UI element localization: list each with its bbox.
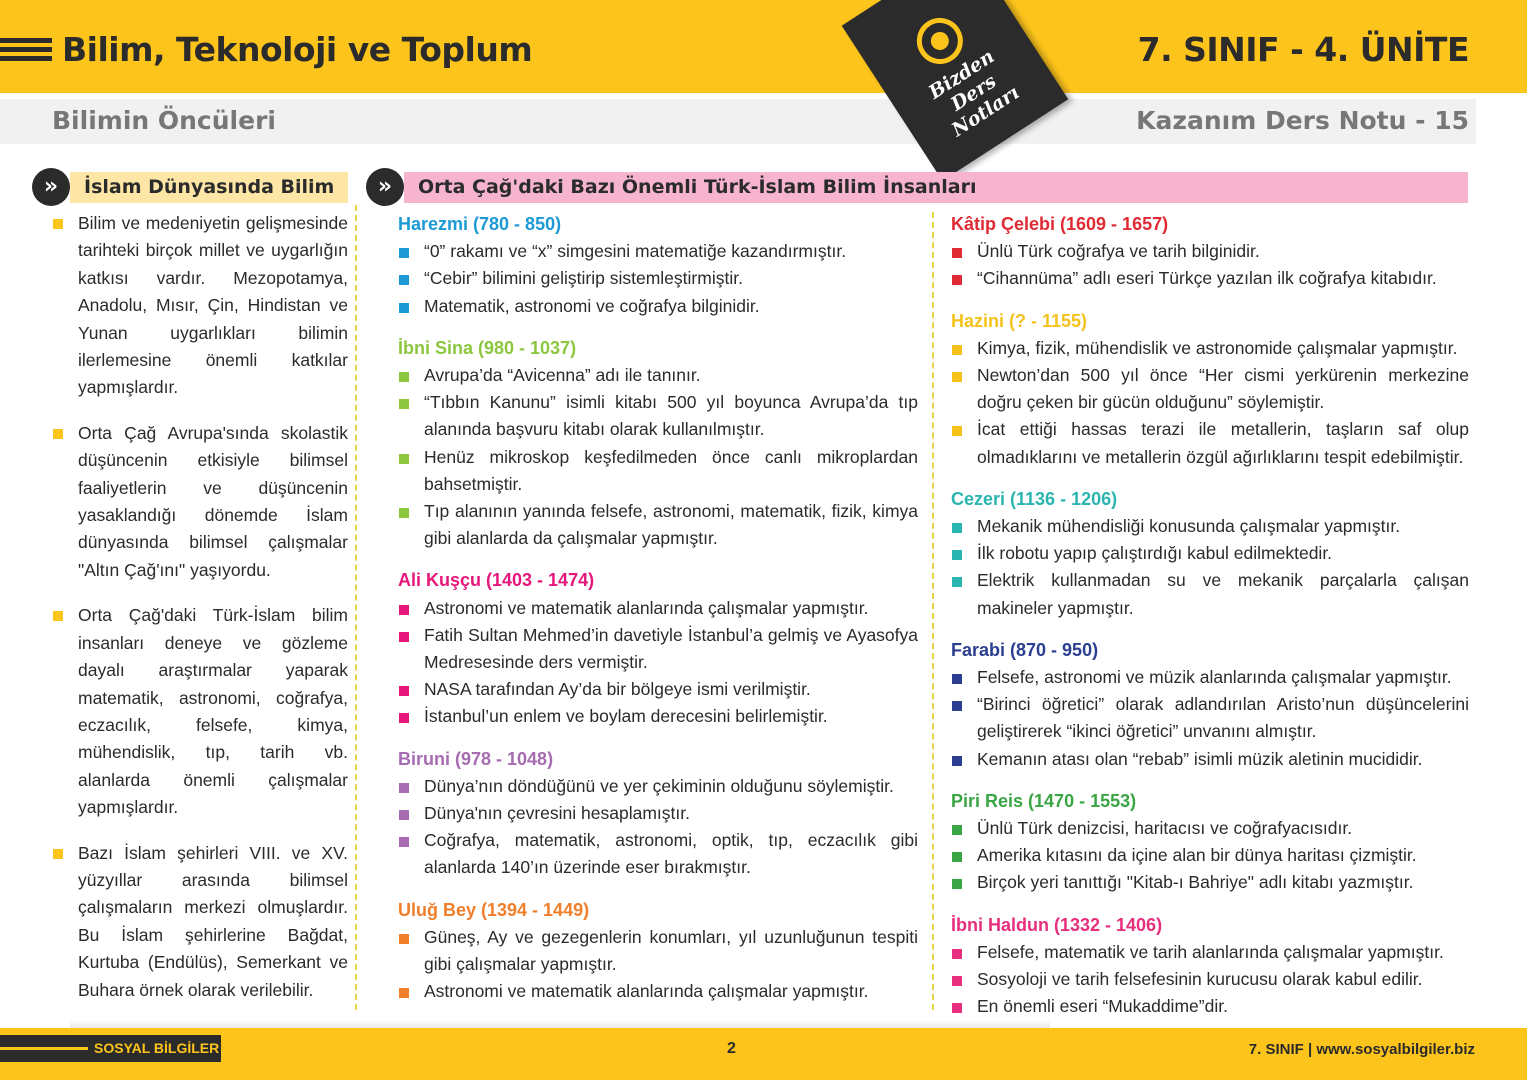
bullet-icon (399, 303, 409, 313)
bullet-icon (399, 783, 409, 793)
list-item (398, 293, 918, 320)
bullet-icon (399, 686, 409, 696)
item-text: Coğrafya, matematik, astronomi, optik, tıp, eczacılık gibi alanlarda 140’ın üzerinde eser bırakmıştır. (424, 830, 918, 878)
list-item (951, 238, 1469, 265)
scientist-name: Kâtip Çelebi (1609 - 1657) (951, 214, 1169, 234)
bullet-icon (952, 674, 962, 684)
item-text: “Birinci öğretici” olarak adlandırılan Aristo’nun düşüncelerini geliştirerek “ikinci öğretici” unvanını almıştır. (977, 694, 1469, 742)
lesson-label: Kazanım Ders Notu - 15 (1136, 106, 1469, 135)
item-text: Orta Çağ Avrupa'sında skolastik düşüncenin etkisiyle bilimsel faaliyetlerin ve düşüncenin yasaklandığı dönemde İslam dünyasında bilimsel çalışmalar "Altın Çağ'ını" yaşıyordu. (78, 422, 348, 580)
bullet-icon (952, 345, 962, 355)
bullet-icon (952, 701, 962, 711)
list-item (951, 691, 1469, 745)
list-item (398, 389, 918, 443)
bullet-icon (399, 934, 409, 944)
scientist-name: Piri Reis (1470 - 1553) (951, 790, 1137, 811)
list-item (398, 362, 918, 389)
scientist-section (951, 637, 1469, 773)
bullet-icon (399, 399, 409, 409)
bullet-icon (952, 852, 962, 862)
list-item (398, 444, 918, 498)
list-item (398, 924, 918, 978)
divider (355, 205, 357, 1010)
list-item (398, 703, 918, 730)
item-text: İcat ettiği hassas terazi ile metallerin, taşların saf olup olmadıklarını ve metallerin özgül ağırlıklarını tespit edebilmiştir. (977, 419, 1469, 467)
item-text: NASA tarafından Ay’da bir bölgeye ismi verilmiştir. (424, 679, 811, 700)
bullet-icon (952, 275, 962, 285)
bullet-icon (952, 248, 962, 258)
scientist-section (951, 788, 1469, 897)
bullet-icon (53, 219, 63, 229)
bullet-icon (399, 275, 409, 285)
bullet-icon (399, 605, 409, 615)
scientist-section (951, 912, 1469, 1021)
scientist-section (398, 567, 918, 730)
scientist-name: Ali Kuşçu (1403 - 1474) (398, 570, 595, 591)
scientist-name: Biruni (978 - 1048) (398, 748, 554, 769)
scientist-name: Hazini (? - 1155) (951, 310, 1088, 331)
scientist-name: İbni Haldun (1332 - 1406) (951, 914, 1163, 935)
item-text: Kemanın atası olan “rebab” isimli müzik aletinin mucididir. (977, 748, 1423, 769)
bullet-icon (399, 372, 409, 382)
item-text: Dünya’nın döndüğünü ve yer çekiminin olduğunu söylemiştir. (424, 775, 894, 796)
list-item (951, 416, 1469, 470)
item-text: Felsefe, astronomi ve müzik alanlarında çalışmalar yapmıştır. (977, 667, 1452, 688)
item-text: Henüz mikroskop keşfedilmeden önce canlı mikroplardan bahsetmiştir. (424, 446, 918, 494)
scientist-section (398, 746, 918, 882)
page-number: 2 (727, 1040, 736, 1057)
scientist-name: İbni Sina (980 - 1037) (398, 337, 577, 358)
bullet-icon (952, 372, 962, 382)
list-item (951, 335, 1469, 362)
footer-label: SOSYAL BİLGİLER (0, 1035, 221, 1062)
item-text: Dünya'nın çevresini hesaplamıştır. (424, 803, 690, 824)
item-text: “0” rakamı ve “x” simgesini matematiğe kazandırmıştır. (424, 241, 847, 262)
bullet-icon (952, 426, 962, 436)
bullet-icon (399, 810, 409, 820)
logo: Bizden Ders Notları (881, 0, 1039, 152)
scientists-column-1 (398, 211, 918, 1020)
scientist-section (951, 308, 1469, 471)
list-item (951, 966, 1469, 993)
main-heading: Orta Çağ'daki Bazı Önemli Türk-İslam Bilim İnsanları (404, 172, 1468, 203)
list-item (951, 746, 1469, 773)
item-text: Güneş, Ay ve gezegenlerin konumları, yıl uzunluğunun tespiti gibi çalışmalar yapmıştır. (424, 926, 918, 975)
scientists-column-2 (951, 211, 1469, 1035)
bullet-icon (399, 988, 409, 998)
bullet-icon (399, 454, 409, 464)
scientist-name: Cezeri (1136 - 1206) (951, 488, 1118, 509)
list-item (50, 840, 348, 1004)
bullet-icon (952, 976, 962, 986)
item-text: İstanbul’un enlem ve boylam derecesini belirlemiştir. (424, 706, 828, 727)
bullet-icon (53, 849, 63, 859)
item-text: Astronomi ve matematik alanlarında çalışmalar yapmıştır. (424, 597, 869, 618)
list-item (951, 869, 1469, 896)
bullet-icon (952, 879, 962, 889)
list-item (951, 362, 1469, 416)
list-item (398, 498, 918, 552)
list-item (398, 265, 918, 292)
item-text: Ünlü Türk coğrafya ve tarih bilginidir. (977, 241, 1260, 262)
bullet-icon (952, 949, 962, 959)
bullet-icon (952, 523, 962, 533)
item-text: Bilim ve medeniyetin gelişmesinde tarihteki birçok millet ve uygarlığın katkısı vardır. Mezopotamya, Anadolu, Mısır, Çin, Hindistan ve Yunan uygarlıkları bilimin ilerlemesine önemli katkılar yapmışlardır. (78, 213, 348, 398)
bullet-icon (952, 756, 962, 766)
bullet-icon (399, 713, 409, 723)
list-item (50, 420, 348, 584)
list-item (951, 939, 1469, 966)
list-item (398, 676, 918, 703)
list-item (951, 567, 1469, 621)
list-item (398, 622, 918, 676)
scientist-name: Farabi (870 - 950) (951, 639, 1099, 660)
scientist-section (398, 211, 918, 320)
item-text: Sosyoloji ve tarih felsefesinin kurucusu olarak kabul edilir. (977, 969, 1423, 990)
bullet-icon (952, 825, 962, 835)
scientist-section (951, 211, 1469, 293)
item-text: Bazı İslam şehirleri VIII. ve XV. yüzyıllar arasında bilimsel çalışmaların merkezi olmuşlardır. Bu İslam şehirlerine Bağdat, Kurtuba (Endülüs), Semerkant ve Buhara örnek olarak verilebilir. (78, 842, 348, 1000)
subtitle: Bilimin Öncüleri (52, 106, 276, 135)
bullet-icon (952, 577, 962, 587)
list-item (50, 602, 348, 821)
list-item (951, 815, 1469, 842)
list-item (398, 800, 918, 827)
list-item (951, 540, 1469, 567)
item-text: Elektrik kullanmadan su ve mekanik parçalarla çalışan makineler yapmıştır. (977, 570, 1469, 618)
bullet-icon (399, 837, 409, 847)
chevron-right-icon: » (366, 168, 404, 206)
list-item (398, 827, 918, 881)
list-item (398, 978, 918, 1005)
list-item (951, 513, 1469, 540)
list-item (398, 773, 918, 800)
list-item (398, 595, 918, 622)
list-item (951, 265, 1469, 292)
item-text: İlk robotu yapıp çalıştırdığı kabul edilmektedir. (977, 543, 1333, 564)
page-title: Bilim, Teknoloji ve Toplum (62, 30, 533, 69)
bullet-icon (399, 632, 409, 642)
item-text: “Cebir” bilimini geliştirip sistemleştirmiştir. (424, 268, 743, 289)
chevron-right-icon: » (32, 168, 70, 206)
list-item (951, 993, 1469, 1020)
list-item (50, 210, 348, 402)
scientist-name: Harezmi (780 - 850) (398, 214, 562, 234)
item-text: Birçok yeri tanıttığı "Kitab-ı Bahriye" adlı kitabı yazmıştır. (977, 872, 1414, 893)
scientist-section (398, 335, 918, 553)
bullet-icon (399, 508, 409, 518)
scientist-name: Uluğ Bey (1394 - 1449) (398, 899, 590, 920)
footer-website: 7. SINIF | www.sosyalbilgiler.biz (1248, 1041, 1475, 1058)
left-heading: İslam Dünyasında Bilim (70, 172, 348, 203)
item-text: Ünlü Türk denizcisi, haritacısı ve coğrafyacısıdır. (977, 818, 1353, 839)
bullet-icon (399, 248, 409, 258)
item-text: Felsefe, matematik ve tarih alanlarında çalışmalar yapmıştır. (977, 941, 1444, 962)
item-text: “Cihannüma” adlı eseri Türkçe yazılan ilk coğrafya kitabıdır. (977, 268, 1437, 289)
left-column (50, 210, 348, 1022)
item-text: Orta Çağ'daki Türk-İslam bilim insanları deneye ve gözleme dayalı araştırmalar yaparak matematik, astronomi, coğrafya, eczacılık, felsefe, kimya, mühendislik, tıp, tarih vb. alanlarda önemli çalışmalar yapmışlardır. (78, 605, 348, 818)
item-text: Kimya, fizik, mühendislik ve astronomide çalışmalar yapmıştır. (977, 337, 1458, 358)
item-text: Astronomi ve matematik alanlarında çalışmalar yapmıştır. (424, 981, 869, 1002)
item-text: Newton’dan 500 yıl önce “Her cismi yerkürenin merkezine doğru çeken bir gücün olduğunu” söylemiştir. (977, 365, 1469, 413)
item-text: “Tıbbın Kanunu” isimli kitabı 500 yıl boyunca Avrupa’da tıp alanında başvuru kitabı olarak kullanılmıştır. (424, 392, 918, 440)
item-text: Avrupa’da “Avicenna” adı ile tanınır. (424, 365, 701, 386)
item-text: Fatih Sultan Mehmed’in davetiyle İstanbul’a gelmiş ve Ayasofya Medresesinde ders vermiştir. (424, 624, 918, 673)
item-text: Amerika kıtasını da içine alan bir dünya haritası çizmiştir. (977, 845, 1417, 866)
item-text: Matematik, astronomi ve coğrafya bilginidir. (424, 295, 760, 316)
scientist-section (398, 897, 918, 1006)
header-stripes (0, 38, 52, 65)
list-item (951, 842, 1469, 869)
scientist-section (951, 486, 1469, 622)
item-text: Mekanik mühendisliği konusunda çalışmalar yapmıştır. (977, 516, 1401, 537)
list-item (398, 238, 918, 265)
divider (932, 212, 934, 1010)
unit-label: 7. SINIF - 4. ÜNİTE (1137, 30, 1469, 69)
item-text: En önemli eseri “Mukaddime”dir. (977, 996, 1228, 1017)
bullet-icon (53, 611, 63, 621)
item-text: Tıp alanının yanında felsefe, astronomi, matematik, fizik, kimya gibi alanlarda da çalışmalar yapmıştır. (424, 501, 918, 549)
bullet-icon (952, 550, 962, 560)
bullet-icon (952, 1003, 962, 1013)
list-item (951, 664, 1469, 691)
bullet-icon (53, 429, 63, 439)
